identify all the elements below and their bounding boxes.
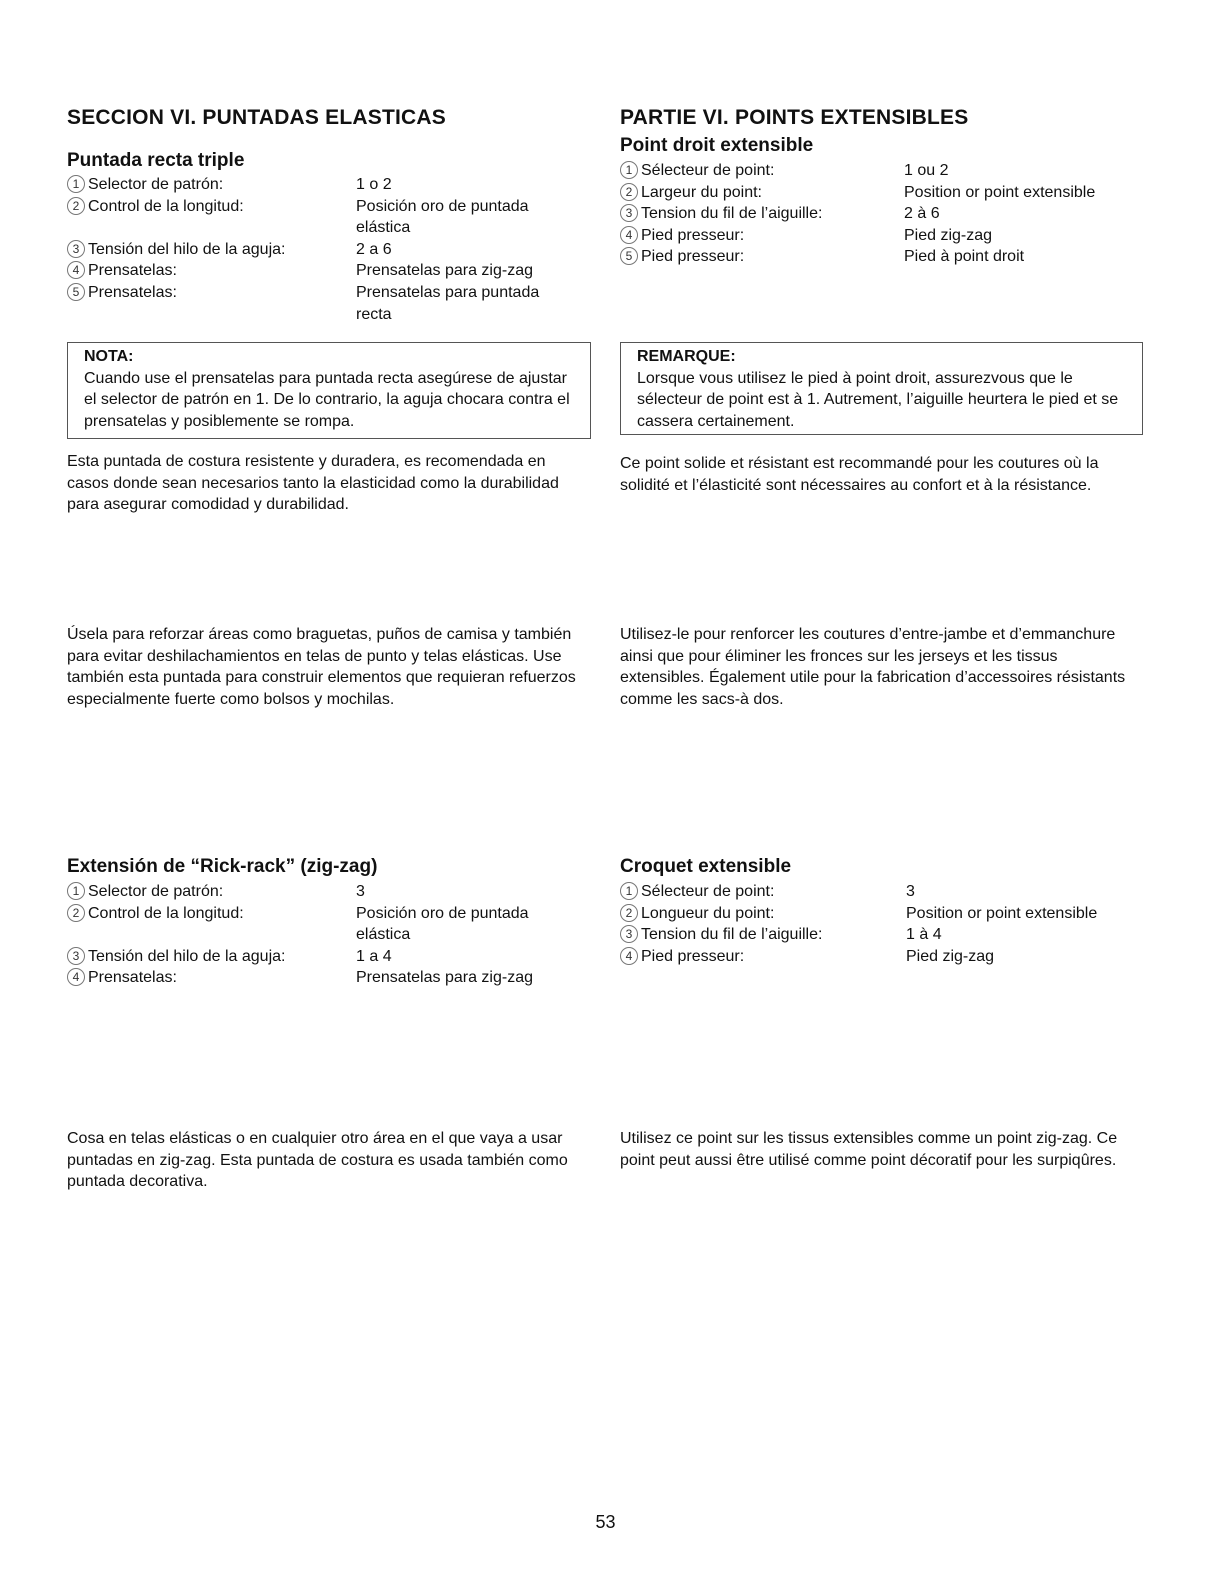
setting-row: [67, 903, 566, 946]
setting-row: [620, 246, 1144, 268]
setting-row: [620, 160, 1144, 182]
circled-number: 5: [67, 283, 85, 301]
circled-number: 4: [67, 968, 85, 986]
setting-label: Largeur du point:: [641, 183, 762, 201]
subsection-title: Point droit extensible: [620, 135, 814, 156]
setting-value: 1 ou 2: [904, 162, 949, 179]
paragraph: Úsela para reforzar áreas como braguetas, puños de camisa y también para evitar deshilachamientos en telas de punto y telas elásticas. Use también esta puntada para construir elementos que requieran refuerzos especialmente fuerte como bolsos y mochilas.: [67, 626, 576, 708]
setting-label: Tension du fil de l’aiguille:: [641, 205, 823, 223]
setting-label: Pied presseur:: [641, 947, 745, 965]
settings-list: [67, 174, 566, 325]
setting-label: Pied presseur:: [641, 248, 745, 266]
setting-value: 1 o 2: [356, 176, 392, 193]
setting-row: [67, 946, 566, 968]
setting-label: Selector de patrón:: [88, 883, 224, 900]
paragraph: Ce point solide et résistant est recommandé pour les coutures où la solidité et l’élasticité sont nécessaires au confort et à la résistance.: [620, 455, 1099, 494]
setting-row: [67, 282, 566, 325]
setting-label: Pied presseur:: [641, 226, 745, 244]
paragraph: Utilisez-le pour renforcer les coutures d’entre-jambe et d’emmanchure ainsi que pour éliminer les fronces sur les jerseys et les tissus extensibles. Également utile pour la fabrication d’accessoires résistants comme les sacs-à dos.: [620, 626, 1126, 708]
note-title: REMARQUE:: [637, 348, 736, 365]
subsection-title: Extensión de “Rick-rack” (zig-zag): [67, 856, 378, 877]
circled-number: 2: [67, 197, 85, 215]
section-title: SECCION VI. PUNTADAS ELASTICAS: [67, 106, 446, 129]
setting-label: Sélecteur de point:: [641, 162, 775, 179]
setting-value: Pied zig-zag: [906, 947, 995, 965]
subsection-title: Croquet extensible: [620, 856, 792, 877]
circled-number: 4: [620, 947, 638, 965]
setting-row: [620, 182, 1144, 204]
setting-value: 3: [356, 883, 365, 900]
setting-row: [620, 946, 1144, 968]
circled-number: 3: [620, 925, 638, 943]
setting-label: Prensatelas:: [88, 262, 177, 280]
setting-label: Tension du fil de l’aiguille:: [641, 926, 823, 944]
setting-value: Position or point extensible: [904, 183, 1096, 201]
setting-value: Prensatelas para puntada recta: [356, 283, 540, 323]
setting-row: [620, 203, 1144, 225]
setting-value: Posición oro de puntada elástica: [356, 197, 529, 237]
note-text: Cuando use el prensatelas para puntada recta asegúrese de ajustar el selector de patrón en 1. De lo contrario, la aguja chocara contra el prensatelas y posiblemente se rompa.: [84, 369, 570, 430]
circled-number: 2: [620, 904, 638, 922]
setting-value: 1 à 4: [906, 926, 942, 944]
french-section: [620, 106, 1145, 130]
circled-number: 5: [620, 247, 638, 265]
paragraph: Esta puntada de costura resistente y duradera, es recomendada en casos donde sean necesarios tanto la elasticidad como la durabilidad para asegurar comodidad y durabilidad.: [67, 453, 559, 514]
setting-row: [67, 174, 566, 196]
setting-row: [67, 239, 566, 261]
page-number: 53: [595, 1512, 616, 1532]
subsection-title: Puntada recta triple: [67, 150, 245, 171]
circled-number: 1: [620, 882, 638, 900]
setting-row: [620, 903, 1144, 925]
setting-label: Prensatelas:: [88, 283, 177, 301]
setting-value: Prensatelas para zig-zag: [356, 969, 533, 987]
setting-value: 3: [906, 883, 915, 900]
section-title: PARTIE VI. POINTS EXTENSIBLES: [620, 106, 969, 129]
circled-number: 1: [67, 882, 85, 900]
setting-value: Position or point extensible: [906, 904, 1098, 922]
paragraph: Cosa en telas elásticas o en cualquier otro área en el que vaya a usar puntadas en zig-zag. Esta puntada de costura es usada también como puntada decorativa.: [67, 1130, 568, 1191]
spanish-section: [67, 106, 587, 130]
setting-row: [67, 967, 566, 989]
setting-value: 1 a 4: [356, 947, 392, 965]
circled-number: 3: [67, 947, 85, 965]
circled-number: 4: [620, 226, 638, 244]
circled-number: 2: [67, 904, 85, 922]
settings-list: [67, 881, 566, 989]
setting-row: [67, 196, 566, 239]
circled-number: 3: [620, 204, 638, 222]
note-box: [67, 342, 591, 439]
setting-value: Prensatelas para zig-zag: [356, 262, 533, 280]
setting-row: [67, 881, 566, 903]
setting-row: [620, 924, 1144, 946]
setting-label: Longueur du point:: [641, 904, 775, 922]
setting-row: [620, 881, 1144, 903]
setting-value: 2 à 6: [904, 205, 940, 223]
circled-number: 4: [67, 261, 85, 279]
circled-number: 3: [67, 240, 85, 258]
settings-list: [620, 881, 1144, 967]
paragraph: Utilisez ce point sur les tissus extensibles comme un point zig-zag. Ce point peut aussi être utilisé comme point décoratif pour les surpiqûres.: [620, 1130, 1118, 1169]
note-title: NOTA:: [84, 348, 134, 365]
setting-label: Selector de patrón:: [88, 176, 224, 193]
setting-value: Pied zig-zag: [904, 226, 993, 244]
setting-value: 2 a 6: [356, 240, 392, 258]
setting-row: [620, 225, 1144, 247]
settings-list: [620, 160, 1144, 268]
circled-number: 1: [620, 161, 638, 179]
circled-number: 1: [67, 175, 85, 193]
setting-label: Sélecteur de point:: [641, 883, 775, 900]
setting-label: Prensatelas:: [88, 969, 177, 987]
setting-label: Control de la longitud:: [88, 197, 244, 215]
setting-label: Tensión del hilo de la aguja:: [88, 947, 286, 965]
note-box: [620, 342, 1143, 435]
circled-number: 2: [620, 183, 638, 201]
setting-value: Posición oro de puntada elástica: [356, 904, 529, 944]
setting-label: Control de la longitud:: [88, 904, 244, 922]
note-text: Lorsque vous utilisez le pied à point droit, assurezvous que le sélecteur de point est à 1. Autrement, l’aiguille heurtera le pied et se cassera certainement.: [637, 369, 1119, 430]
setting-value: Pied à point droit: [904, 248, 1025, 266]
setting-row: [67, 260, 566, 282]
setting-label: Tensión del hilo de la aguja:: [88, 240, 286, 258]
